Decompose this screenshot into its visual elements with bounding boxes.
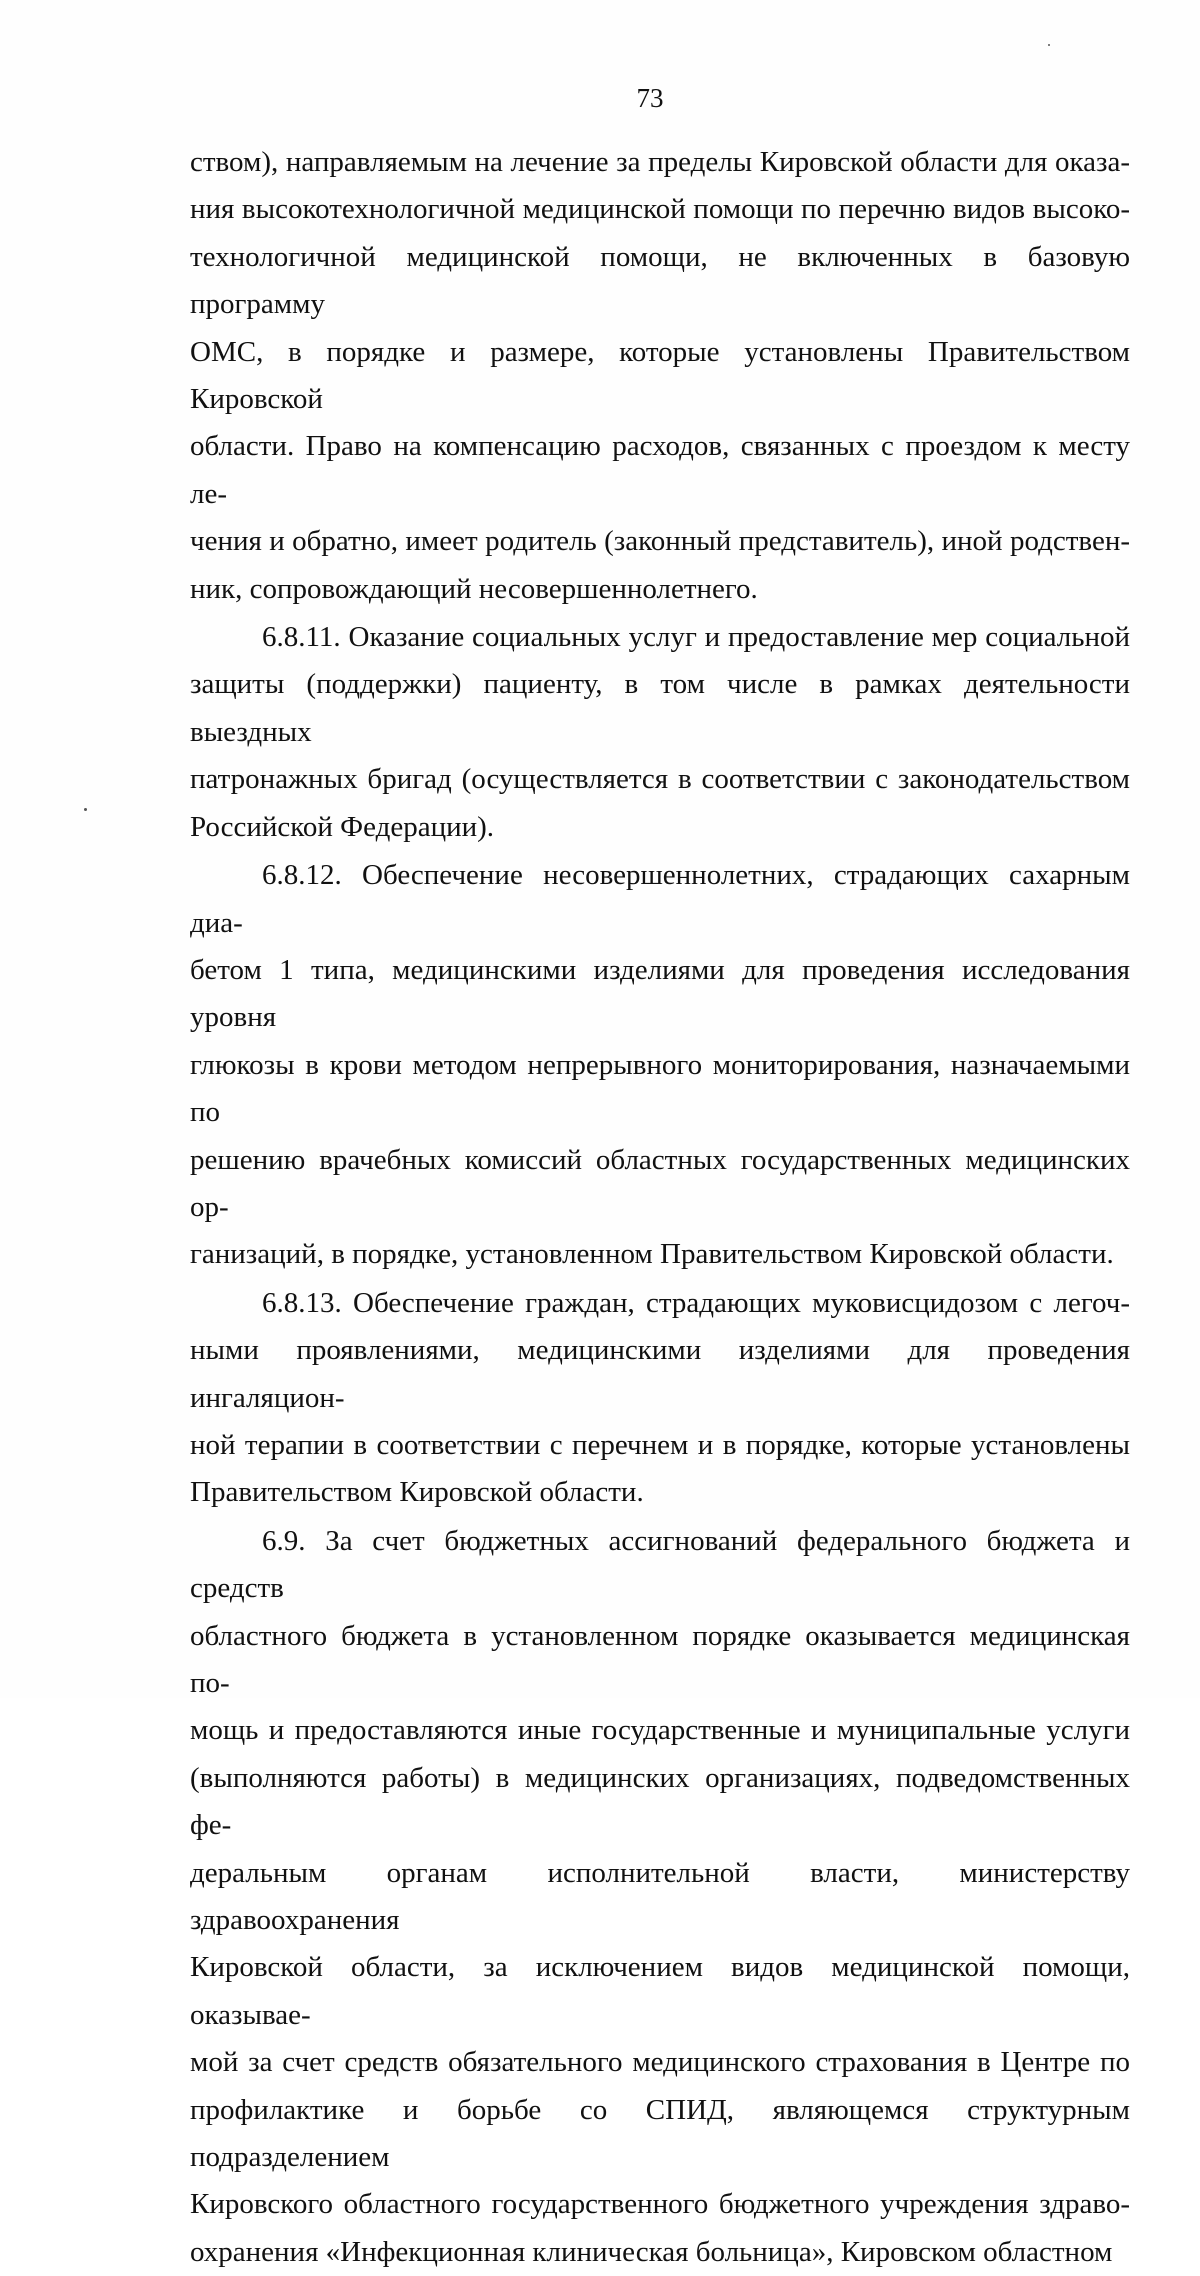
text-line: областного бюджета в установленном порядке оказывается медицинская по-	[190, 1619, 1130, 1699]
text-line: Правительством Кировской области.	[190, 1476, 644, 1509]
text-line: ством), направляемым на лечение за пределы Кировской области для оказа-	[190, 146, 1130, 178]
text-line: 6.8.12. Обеспечение несовершеннолетних, страдающих сахарным диа-	[190, 859, 1130, 939]
text-line: области. Право на компенсацию расходов, связанных с проездом к месту ле-	[190, 430, 1130, 510]
text-line: Кировской области, за исключением видов медицинской помощи, оказывае-	[190, 1951, 1130, 2031]
text-line: ОМС, в порядке и размере, которые установлены Правительством Кировской	[190, 335, 1130, 416]
text-line: ник, сопровождающий несовершеннолетнего.	[190, 572, 758, 605]
text-line: защиты (поддержки) пациенту, в том числе в рамках деятельности выездных	[190, 668, 1130, 748]
text-line: (выполняются работы) в медицинских организациях, подведомственных фе-	[190, 1761, 1130, 1842]
text-line: ной терапии в соответствии с перечнем и в порядке, которые установлены	[190, 1428, 1130, 1461]
text-line: технологичной медицинской помощи, не включенных в базовую программу	[190, 240, 1130, 321]
text-line: мой за счет средств обязательного медицинского страхования в Центре по	[190, 2046, 1130, 2079]
text-line: 6.8.13. Обеспечение граждан, страдающих муковисцидозом с легоч-	[262, 1286, 1130, 1319]
document-body	[190, 139, 1130, 2276]
text-line: чения и обратно, имеет родитель (законный представитель), иной родствен-	[190, 525, 1130, 558]
text-line: профилактике и борьбе со СПИД, являющемся структурным подразделением	[190, 2093, 1130, 2174]
text-line: ния высокотехнологичной медицинской помощи по перечню видов высоко-	[190, 193, 1130, 226]
text-line: решению врачебных комиссий областных государственных медицинских ор-	[190, 1143, 1130, 1223]
text-line: 6.9. За счет бюджетных ассигнований федерального бюджета и средств	[190, 1524, 1130, 1605]
scan-speck	[1048, 44, 1050, 46]
text-line: ными проявлениями, медицинскими изделиями для проведения ингаляцион-	[190, 1334, 1130, 1414]
text-line: Российской Федерации).	[190, 810, 495, 843]
text-line: деральным органам исполнительной власти, министерству здравоохранения	[190, 1856, 1130, 1937]
text-line: 6.8.11. Оказание социальных услуг и предоставление мер социальной	[262, 621, 1130, 654]
text-line: патронажных бригад (осуществляется в соответствии с законодательством	[190, 763, 1130, 796]
text-line: ганизаций, в порядке, установленном Правительством Кировской области.	[190, 1238, 1114, 1271]
scan-speck	[84, 808, 87, 811]
text-line: Кировского областного государственного бюджетного учреждения здраво-	[190, 2188, 1130, 2221]
text-line: охранения «Инфекционная клиническая больница», Кировском областном	[190, 2235, 1113, 2268]
page-number: 73	[636, 83, 664, 113]
text-line: мощь и предоставляются иные государственные и муниципальные услуги	[190, 1714, 1130, 1747]
text-line: глюкозы в крови методом непрерывного мониторирования, назначаемыми по	[190, 1048, 1130, 1129]
text-line: бетом 1 типа, медицинскими изделиями для проведения исследования уровня	[190, 953, 1130, 1034]
